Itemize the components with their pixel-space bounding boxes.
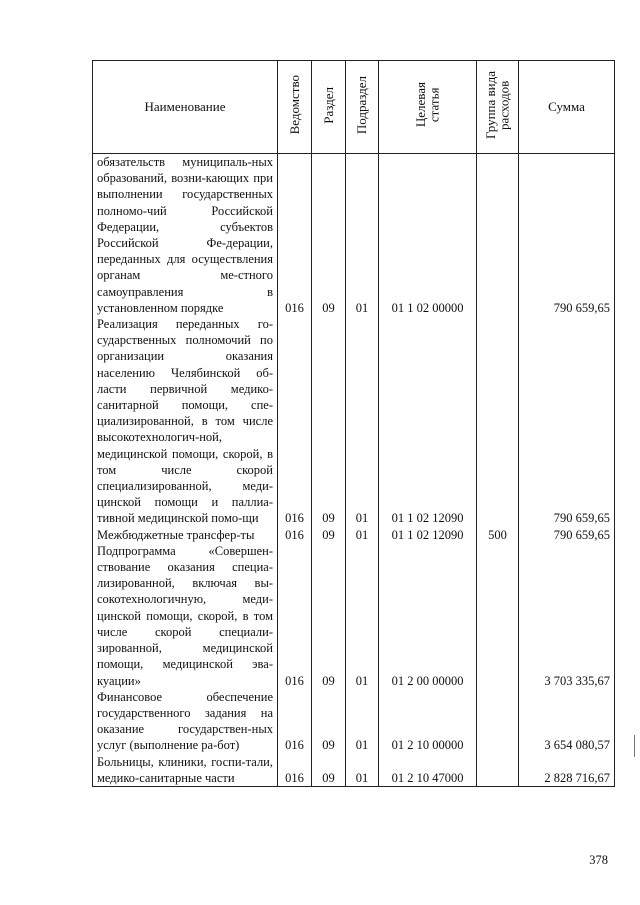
table-row <box>93 316 615 527</box>
table-row <box>93 754 615 787</box>
row-podrazdel: 01 <box>346 543 379 689</box>
header-vedomstvo: Ведомство <box>278 61 312 154</box>
header-gruppa-vida-rashodov: Группа вида расходов <box>477 61 519 154</box>
scan-margin-mark <box>634 735 635 757</box>
row-vedomstvo: 016 <box>278 316 312 527</box>
row-vedomstvo: 016 <box>278 543 312 689</box>
row-celevaya-statya: 01 2 10 47000 <box>379 754 477 787</box>
row-summa: 2 828 716,67 <box>519 754 615 787</box>
row-gruppa <box>477 543 519 689</box>
row-summa: 3 703 335,67 <box>519 543 615 689</box>
row-name: обязательств муниципаль-ных образований, возни-кающих при выполнении государственных полномо-чий Российской Федерации, субъектов Российской Фе-дерации, переданных для осуществления органам ме-стного самоуправления в установленном порядке <box>93 154 278 317</box>
page-number: 378 <box>589 853 608 867</box>
row-vedomstvo: 016 <box>278 754 312 787</box>
table-row <box>93 689 615 754</box>
row-celevaya-statya: 01 1 02 00000 <box>379 154 477 317</box>
row-gruppa <box>477 154 519 317</box>
table-row <box>93 527 615 543</box>
header-celevaya-statya: Целевая статья <box>379 61 477 154</box>
row-summa: 3 654 080,57 <box>519 689 615 754</box>
row-name: Больницы, клиники, госпи-тали, медико-санитарные части <box>93 754 278 787</box>
row-vedomstvo: 016 <box>278 689 312 754</box>
row-name: Финансовое обеспечение государственного задания на оказание государствен-ных услуг (выполнение ра-бот) <box>93 689 278 754</box>
row-gruppa <box>477 689 519 754</box>
row-podrazdel: 01 <box>346 154 379 317</box>
header-summa: Сумма <box>519 61 615 154</box>
row-razdel: 09 <box>312 316 346 527</box>
row-celevaya-statya: 01 2 00 00000 <box>379 543 477 689</box>
row-celevaya-statya: 01 1 02 12090 <box>379 527 477 543</box>
table-row <box>93 543 615 689</box>
row-gruppa <box>477 754 519 787</box>
row-name: Межбюджетные трансфер-ты <box>93 527 278 543</box>
row-summa: 790 659,65 <box>519 527 615 543</box>
row-vedomstvo: 016 <box>278 527 312 543</box>
row-podrazdel: 01 <box>346 316 379 527</box>
header-name: Наименование <box>93 61 278 154</box>
row-podrazdel: 01 <box>346 754 379 787</box>
row-razdel: 09 <box>312 527 346 543</box>
header-podrazdel: Подраздел <box>346 61 379 154</box>
budget-table <box>92 60 615 787</box>
row-razdel: 09 <box>312 154 346 317</box>
header-razdel: Раздел <box>312 61 346 154</box>
row-vedomstvo: 016 <box>278 154 312 317</box>
row-razdel: 09 <box>312 689 346 754</box>
row-name: Подпрограмма «Совершен-ствование оказания специа-лизированной, включая вы-сокотехнологичную, меди-цинской помощи, скорой, в том числе скорой специали-зированной, медицинской помощи, медицинской эва-куации» <box>93 543 278 689</box>
row-razdel: 09 <box>312 754 346 787</box>
row-gruppa: 500 <box>477 527 519 543</box>
row-celevaya-statya: 01 1 02 12090 <box>379 316 477 527</box>
row-summa: 790 659,65 <box>519 316 615 527</box>
row-gruppa <box>477 316 519 527</box>
row-podrazdel: 01 <box>346 527 379 543</box>
row-celevaya-statya: 01 2 10 00000 <box>379 689 477 754</box>
table-row <box>93 154 615 317</box>
row-podrazdel: 01 <box>346 689 379 754</box>
table-header-row <box>93 61 615 154</box>
row-summa: 790 659,65 <box>519 154 615 317</box>
row-name: Реализация переданных го-сударственных полномочий по организации оказания населению Челябинской об-ласти первичной медико-санитарной помощи, спе-циализированной, в том числе высокотехнологич-ной, медицинской помощи, скорой, в том числе скорой специализированной, меди-цинской помощи и паллиа-тивной медицинской помо-щи <box>93 316 278 527</box>
row-razdel: 09 <box>312 543 346 689</box>
